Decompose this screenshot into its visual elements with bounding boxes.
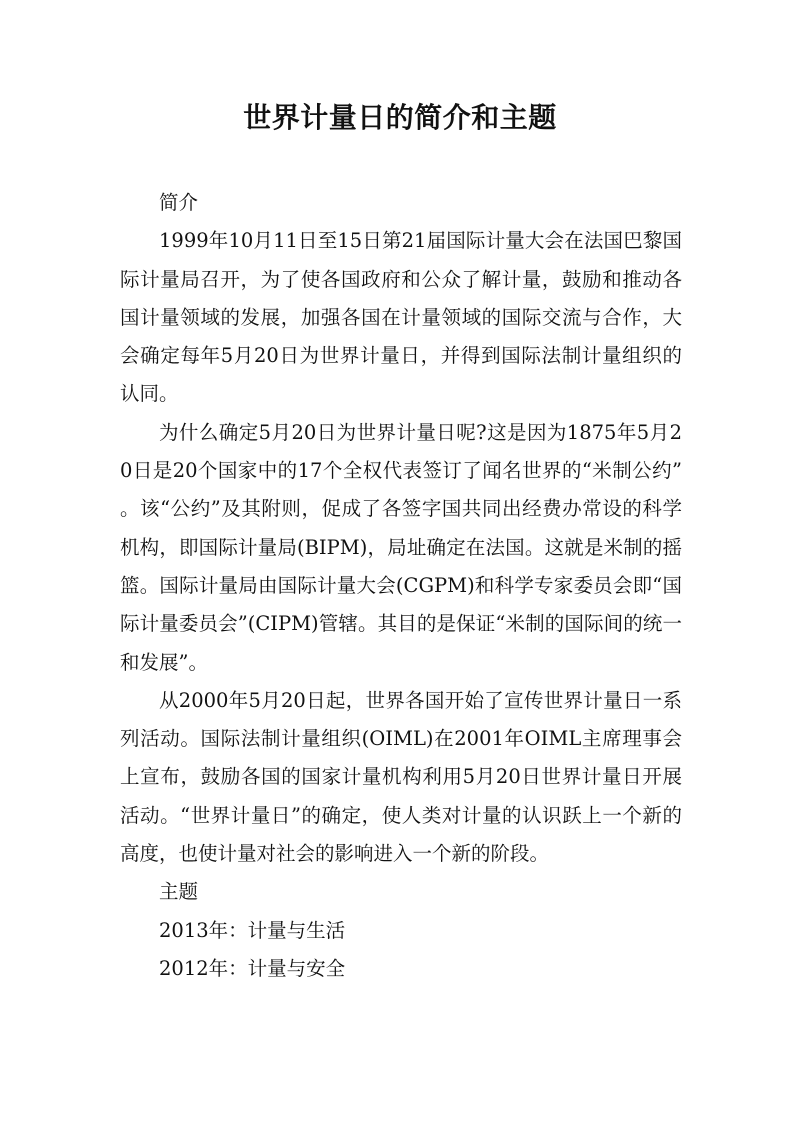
paragraph-history: 1999年10月11日至15日第21届国际计量大会在法国巴黎国际计量局召开，为了使各国政府和公众了解计量，鼓励和推动各国计量领域的发展，加强各国在计量领域的国际交流与合作，大会确定每年5月20日为世界计量日，并得到国际法制计量组织的认同。	[120, 229, 682, 406]
section-heading-themes: 主题	[159, 880, 199, 904]
document-title: 世界计量日的简介和主题	[243, 101, 557, 134]
document-body	[120, 184, 682, 988]
theme-2012: 2012年：计量与安全	[159, 956, 346, 980]
theme-2013: 2013年：计量与生活	[159, 918, 346, 942]
section-heading-intro: 简介	[159, 191, 199, 214]
paragraph-why-may-20: 为什么确定5月20日为世界计量日呢?这是因为1875年5月20日是20个国家中的17个全权代表签订了闻名世界的“米制公约”。该“公约”及其附则，促成了各签字国共同出经费办常设的科学机构，即国际计量局(BIPM)，局址确定在法国。这就是米制的摇篮。国际计量局由国际计量大会(CGPM)和科学专家委员会即“国际计量委员会”(CIPM)管辖。其目的是保证“米制的国际间的统一和发展”。	[120, 420, 682, 674]
paragraph-activities: 从2000年5月20日起，世界各国开始了宣传世界计量日一系列活动。国际法制计量组织(OIML)在2001年OIML主席理事会上宣布，鼓励各国的国家计量机构利用5月20日世界计量日开展活动。“世界计量日”的确定，使人类对计量的认识跃上一个新的高度，也使计量对社会的影响进入一个新的阶段。	[120, 688, 682, 866]
